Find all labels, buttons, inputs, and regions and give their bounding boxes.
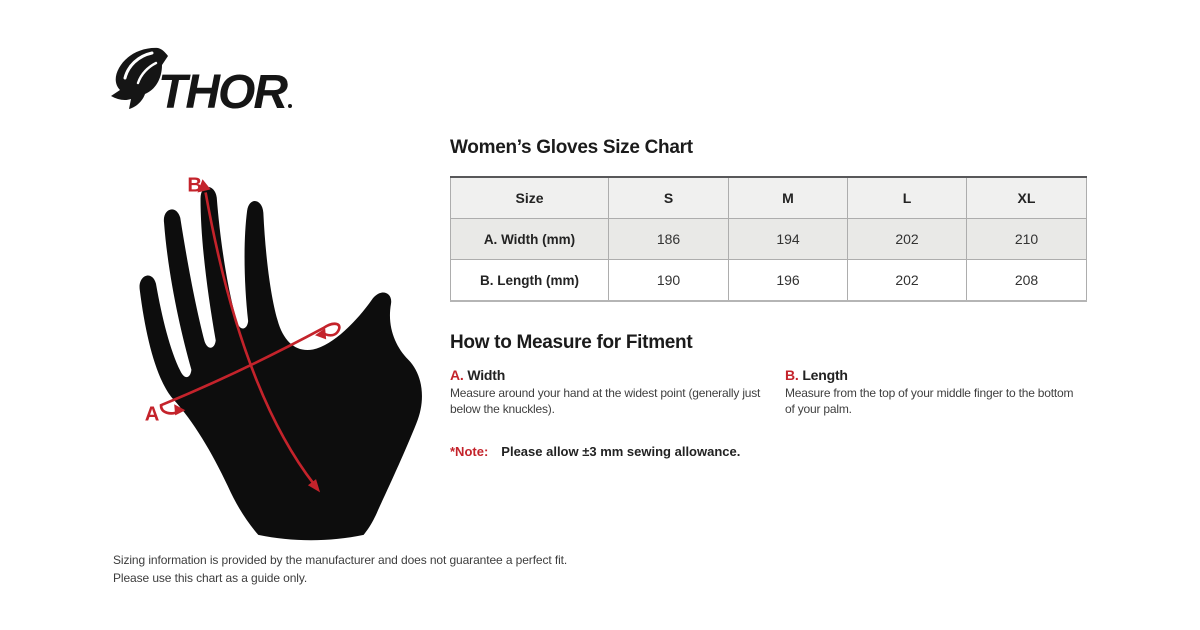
width-value-l: 202	[848, 219, 967, 260]
measure-width-letter: A.	[450, 367, 464, 383]
measure-width-name: Width	[467, 367, 506, 383]
col-header-m: M	[729, 177, 848, 219]
width-value-m: 194	[729, 219, 848, 260]
measure-length-name: Length	[802, 367, 848, 383]
col-header-size: Size	[451, 177, 609, 219]
col-header-s: S	[609, 177, 729, 219]
col-header-l: L	[848, 177, 967, 219]
row-label-width: A. Width (mm)	[451, 219, 609, 260]
glove-diagram	[108, 158, 443, 543]
length-value-l: 202	[848, 260, 967, 302]
measure-length-letter: B.	[785, 367, 799, 383]
disclaimer-line-1: Sizing information is provided by the manufacturer and does not guarantee a perfect fit.	[113, 553, 568, 567]
measure-length-description: Measure from the top of your middle finger to the bottom of your palm.	[785, 386, 1074, 416]
size-chart-title: Women’s Gloves Size Chart	[450, 137, 693, 158]
diagram-label-b: B	[187, 174, 202, 197]
thor-wordmark: THOR	[158, 66, 286, 118]
hand-silhouette	[140, 187, 422, 540]
table-row-length	[451, 260, 1087, 302]
length-value-m: 196	[729, 260, 848, 302]
length-value-xl: 208	[967, 260, 1087, 302]
measure-width-description: Measure around your hand at the widest point (generally just below the knuckles).	[450, 386, 761, 416]
disclaimer-line-2: Please use this chart as a guide only.	[113, 571, 308, 585]
note-text: Please allow ±3 mm sewing allowance.	[501, 444, 741, 459]
sewing-allowance-note	[450, 444, 740, 459]
width-value-s: 186	[609, 219, 729, 260]
disclaimer	[113, 551, 567, 587]
row-label-length: B. Length (mm)	[451, 260, 609, 302]
width-value-xl: 210	[967, 219, 1087, 260]
col-header-xl: XL	[967, 177, 1087, 219]
size-chart-table	[450, 176, 1087, 302]
table-row-width	[451, 219, 1087, 260]
length-value-s: 190	[609, 260, 729, 302]
trademark-dot	[288, 104, 292, 108]
size-table-header-row	[451, 177, 1087, 219]
how-to-measure-title: How to Measure for Fitment	[450, 332, 693, 353]
thor-logo	[106, 40, 301, 118]
diagram-label-a: A	[144, 403, 160, 426]
measure-length-heading	[785, 367, 1085, 383]
note-label: *Note:	[450, 444, 489, 459]
measure-item-width	[450, 367, 770, 417]
measure-width-heading	[450, 367, 770, 383]
measure-item-length	[785, 367, 1085, 417]
